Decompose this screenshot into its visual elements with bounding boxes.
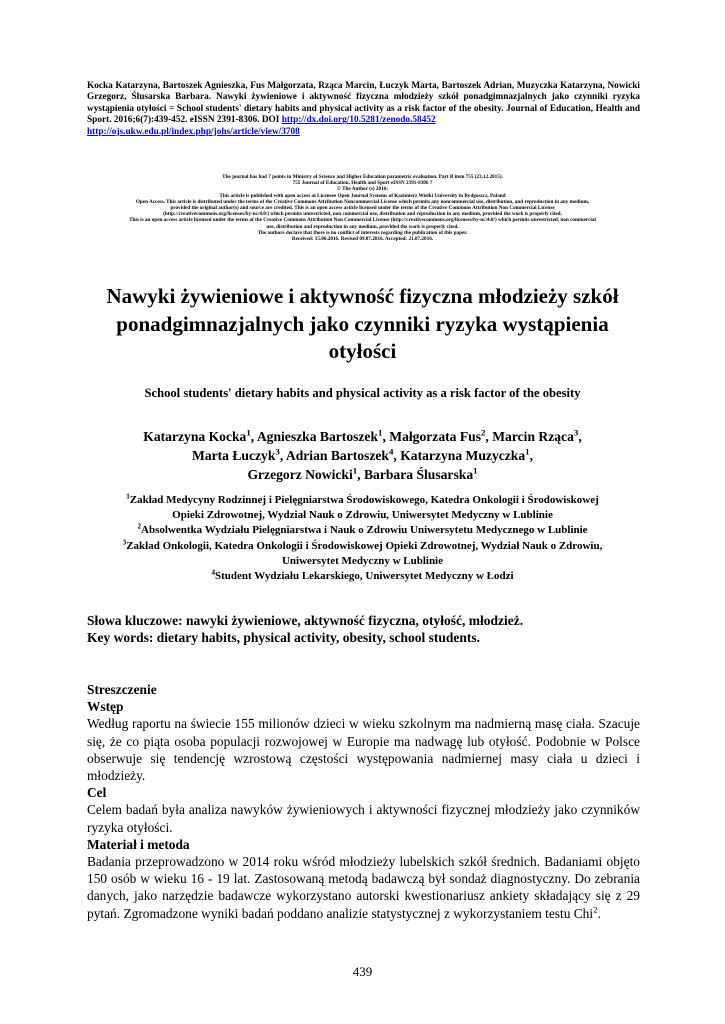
meta-line: © The Author (s) 2016; — [337, 186, 388, 193]
author: Agnieszka Bartoszek$^1$ — [256, 427, 383, 444]
meta-line: 755 Journal of Education, Health and Sport eISSN 2391-8306 7 — [292, 180, 433, 187]
doi-link[interactable]: http://dx.doi.org/10.5281/zenodo.58452 — [281, 115, 436, 126]
author: Grzegorz Nowicki$^1$ — [247, 465, 358, 482]
journal-metadata — [60, 174, 665, 242]
keywords-polish: Słowa kluczowe: nawyki żywieniowe, aktywność fizyczna, otyłość, młodzież. — [87, 613, 524, 628]
meta-line: The journal has had 7 points in Ministry of Science and Higher Education parametric evaluation. Part B item 755 (23.12.2015). — [222, 174, 503, 180]
title-line: otyłości — [328, 339, 397, 363]
author: Adrian Bartoszek$^4$ — [285, 446, 394, 463]
citation-text: Kocka Katarzyna, Bartoszek Agnieszka, Fus Małgorzata, Rząca Marcin, Łuczyk Marta, Bartoszek Adrian, Muzyczka Katarzyna, Nowicki Grzegorz, Ślusarska Barbara. Nawyki żywieniowe i aktywność fizyczna młodzieży szkół ponadgimnazjalnych jako czynniki ryzyka wystąpienia otyłości = School students' dietary habits and physical activity as a risk factor of the obesity. Journal of Education, Health and Sport. 2016;6(7):439-452. eISSN 2391-8306. DOI — [87, 81, 640, 126]
author-list: Katarzyna Kocka$^1$, Agnieszka Bartoszek$^1$, Małgorzata Fus$^2$, Marcin Rząca$^3$, Marta Łuczyk$^3$, Adrian Bartoszek$^4$, Katarzyna Muzyczka$^1$, Grzegorz Nowicki$^1$, Barbara Ślusarska$^1$ — [143, 427, 582, 482]
meta-line: This article is published with open access at Licensee Open Journal Systems of Kazimierz Wielki University in Bydgoszcz, Poland — [219, 192, 506, 199]
affiliation: $^2$Absolwentka Wydziału Pielęgniarstwa i Nauk o Zdrowiu Uniwersytetu Medycznego w Lublinie — [137, 522, 588, 537]
affiliation: $^3$Zakład Onkologii, Katedra Onkologii i Środowiskowej Opieki Zdrowotnej, Wydział Nauk o Zdrowiu, Uniwersytet Medyczny w Lublinie — [122, 537, 603, 567]
abstract — [87, 681, 640, 922]
title-line: ponadgimnazjalnych jako czynniki ryzyka wystąpienia — [116, 311, 609, 336]
affiliation: $^1$Zakład Medycyny Rodzinnej i Pielęgniarstwa Środowiskowego, Katedra Onkologii i Środowiskowej Opieki Zdrowotnej, Wydział Nauk o Zdrowiu, Uniwersytet Medyczny w Lublinie — [126, 492, 599, 522]
abstract-heading: Streszczenie — [87, 682, 157, 697]
journal-link[interactable]: http://ojs.ukw.edu.pl/index.php/johs/article/view/3708 — [87, 126, 300, 137]
keywords-english: Key words: dietary habits, physical activity, obesity, school students. — [87, 630, 481, 645]
aim-heading: Cel — [87, 785, 107, 801]
english-title: School students' dietary habits and physical activity as a risk factor of the obesity — [144, 386, 581, 400]
author: Małgorzata Fus$^2$ — [389, 427, 486, 444]
meta-line: The authors declare that there is no conflict of interests regarding the publication of this paper. — [257, 229, 468, 236]
title-line: Nawyki żywieniowe i aktywność fizyczna młodzieży szkół — [106, 284, 619, 308]
meta-line: Open Access. This article is distributed under the terms of the Creative Commons Attribution Noncommercial License which permits any noncommercial use, distribution, and reproduction in any medium, — [135, 198, 590, 205]
author: Marta Łuczyk$^3$ — [191, 446, 280, 463]
page-number: 439 — [352, 964, 373, 979]
intro-heading: Wstęp — [87, 699, 124, 715]
methods-text: Badania przeprowadzono w 2014 roku wśród młodzieży lubelskich szkół średnich. Badaniami objęto 150 osób w wieku 16 - 19 lat. Zastosowaną metodą badawczą był sondaż diagnostyczny. Do zebrania danych, jako narzędzie badawcze wykorzystano autorski kwestionariusz ankiety składający się z 29 pytań. Zgromadzone wyniki badań poddano analizie statystycznej z wykorzystaniem testu Chi$^2$. — [87, 854, 640, 921]
affiliations — [80, 493, 645, 584]
author: Marcin Rząca$^3$ — [492, 427, 579, 444]
author: Katarzyna Muzyczka$^1$ — [400, 446, 530, 463]
affiliation: $^4$Student Wydziału Lekarskiego, Uniwersytet Medyczny w Łodzi — [211, 568, 514, 583]
meta-line: (http://creativecommons.org/licenses/by-nc/4.0/) which permits unrestricted, non commercial use, distribution and reproduction in any medium, provided the work is properly cited. — [163, 211, 562, 218]
meta-line: use, distribution and reproduction in any medium, provided the work is properly cited. — [266, 223, 459, 230]
meta-line: This is an open access article licensed under the terms of the Creative Commons Attribution Non Commercial License (http://creativecommons.org/licenses/by-nc/4.0/) which permits unrestricted, non commercial — [129, 217, 596, 224]
citation-block — [87, 81, 640, 138]
intro-text: Według raportu na świecie 155 milionów dzieci w wieku szkolnym ma nadmierną masę ciała. Szacuje się, że co piąta osoba populacji rozwojowej w Europie ma nadwagę lub otyłość. Podobnie w Polsce obserwuje się tendencję wzrostową częstości występowania nadmiernej masy ciała u dzieci i młodzieży. — [87, 716, 640, 784]
methods-heading: Materiał i metoda — [87, 836, 190, 852]
meta-line: Received: 15.06.2016. Revised 09.07.2016. Accepted: 21.07.2016. — [291, 236, 434, 243]
paper-title — [70, 283, 655, 366]
author: Katarzyna Kocka$^1$ — [143, 427, 251, 444]
aim-text: Celem badań była analiza nawyków żywieniowych i aktywności fizycznej młodzieży jako czynników ryzyka otyłości. — [87, 802, 640, 835]
meta-line: provided the original author(s) and source are credited. This is an open access article licensed under the terms of the Creative Commons Attribution Non Commercial License — [170, 205, 555, 212]
keywords-block — [87, 612, 647, 646]
author: Barbara Ślusarska$^1$ — [363, 465, 478, 482]
